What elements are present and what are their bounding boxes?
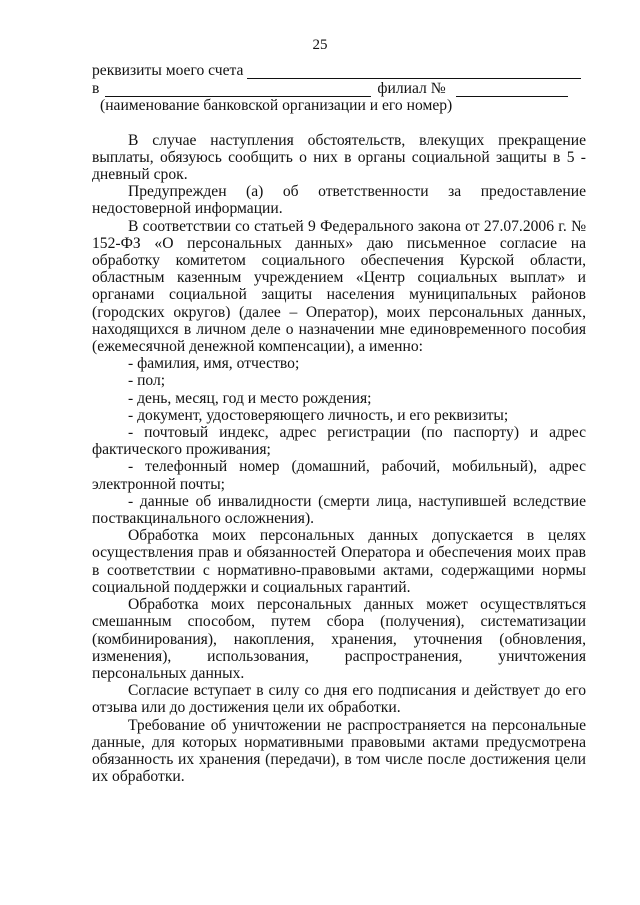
paragraph-processing-purpose: Обработка моих персональных данных допускается в целях осуществления прав и обязанностей Оператора и обеспечения моих прав в соответствии с нормативно-правовыми актами, содержащими нормы социальной поддержки и социальных гарантий. — [92, 527, 586, 596]
bank-in-label: в — [92, 80, 100, 98]
bank-line — [92, 80, 586, 97]
list-item-name: - фамилия, имя, отчество; — [128, 355, 300, 373]
paragraph-destruction: Требование об уничтожении не распространяется на персональные данные, для которых нормативными правовыми актами предусмотрена обязанность их хранения (передачи), в том числе после достижения цели их обработки. — [92, 716, 586, 786]
list-item-address: - почтовый индекс, адрес регистрации (по паспорту) и адрес фактического проживания; — [92, 424, 586, 459]
bank-name-blank — [105, 83, 371, 97]
account-blank — [247, 65, 581, 79]
paragraph-consent: В соответствии со статьей 9 Федерального закона от 27.07.2006 г. № 152-ФЗ «О персональных данных» даю письменное согласие на обработку комитетом социального обеспечения Курской области, областным казенным учреждением «Центр социальных выплат» и органами социальной защиты населения муниципальных районов (городских округов) (далее – Оператор), моих персональных данных, находящихся в личном деле о назначении мне единовременного пособия (ежемесячной денежной компенсации), а именно: — [92, 217, 586, 356]
list-item-id-document: - документ, удостоверяющего личность, и его реквизиты; — [128, 406, 509, 424]
paragraph-validity: Согласие вступает в силу со дня его подписания и действует до его отзыва или до достижения цели их обработки. — [92, 682, 586, 717]
branch-label: филиал № — [377, 80, 446, 98]
list-item-sex: - пол; — [128, 372, 166, 390]
paragraph-warning: Предупрежден (а) об ответственности за предоставление недостоверной информации. — [92, 183, 586, 218]
page-number: 25 — [312, 37, 328, 53]
list-item-disability: - данные об инвалидности (смерти лица, наступившей вследствие поствакцинального осложнения). — [92, 492, 586, 528]
list-item-phone-email: - телефонный номер (домашний, рабочий, мобильный), адрес электронной почты; — [92, 458, 586, 493]
branch-number-blank — [456, 83, 568, 97]
account-label: реквизиты моего счета — [92, 62, 244, 79]
list-item-birth: - день, месяц, год и место рождения; — [128, 389, 372, 407]
bank-caption: (наименование банковской организации и его номер) — [100, 97, 453, 115]
account-line — [92, 62, 586, 79]
paragraph-notification: В случае наступления обстоятельств, влекущих прекращение выплаты, обязуюсь сообщить о них в органы социальной защиты в 5 - дневный срок. — [92, 131, 586, 184]
paragraph-processing-method: Обработка моих персональных данных может осуществляться смешанным способом, путем сбора (получения), систематизации (комбинирования), накопления, хранения, уточнения (обновления, изменения), использования, распространения, уничтожения персональных данных. — [92, 596, 586, 682]
document-body — [92, 62, 586, 785]
